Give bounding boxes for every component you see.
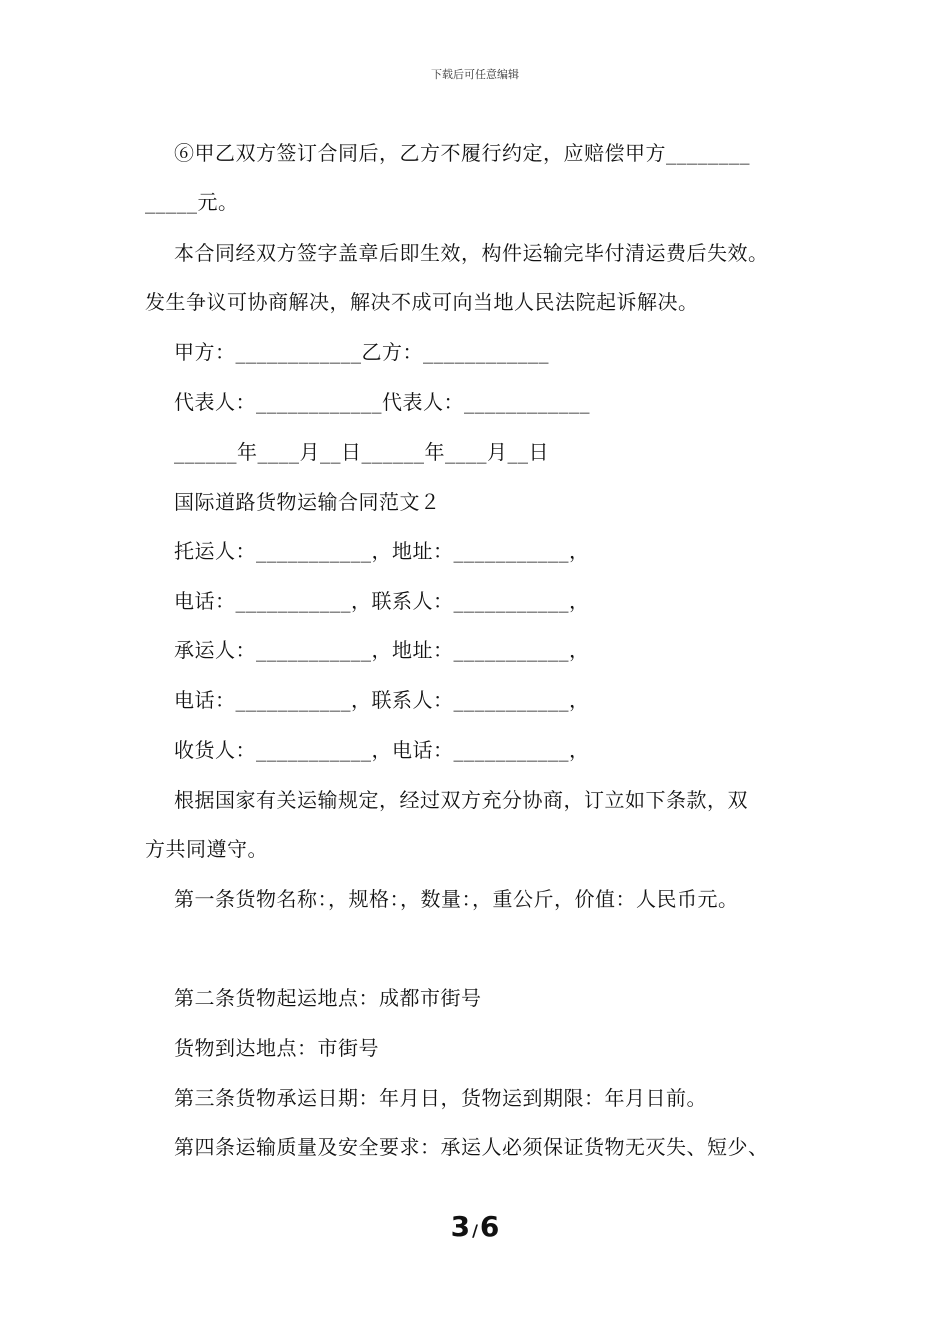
page-header: 下载后可任意编辑 [431, 68, 519, 81]
text-line: _____元。 [145, 190, 239, 214]
current-page: 3 [450, 1210, 471, 1243]
text-line: 发生争议可协商解决，解决不成可向当地人民法院起诉解决。 [145, 290, 699, 314]
text-line: ______年____月__日______年____月__日 [174, 440, 549, 464]
text-line: 托运人：___________，地址：___________， [174, 539, 590, 563]
text-line: ⑥甲乙双方签订合同后，乙方不履行约定，应赔偿甲方________ [174, 141, 750, 165]
section-title: 国际道路货物运输合同范文２ [174, 490, 441, 514]
text-line: 货物到达地点：市街号 [174, 1036, 379, 1060]
text-line: 第一条货物名称：，规格：，数量：，重公斤，价值：人民币元。 [174, 887, 739, 911]
text-line: 电话：___________，联系人：___________， [174, 688, 590, 712]
text-line: 第二条货物起运地点：成都市街号 [174, 986, 482, 1010]
text-line: 根据国家有关运输规定，经过双方充分协商，订立如下条款，双 [174, 788, 748, 812]
total-pages: 6 [479, 1210, 500, 1243]
page-separator: / [472, 1221, 478, 1240]
text-line: 承运人：___________，地址：___________， [174, 638, 590, 662]
text-line: 第四条运输质量及安全要求：承运人必须保证货物无灭失、短少、 [174, 1135, 769, 1159]
text-line: 本合同经双方签字盖章后即生效，构件运输完毕付清运费后失效。 [174, 241, 769, 265]
text-line: 收货人：___________，电话：___________， [174, 738, 590, 762]
text-line: 甲方：____________乙方：____________ [174, 340, 549, 364]
text-line: 方共同遵守。 [145, 837, 268, 861]
text-line: 电话：___________，联系人：___________， [174, 589, 590, 613]
text-line: 代表人：____________代表人：____________ [174, 390, 590, 414]
page-number [0, 1210, 950, 1243]
text-line: 第三条货物承运日期：年月日，货物运到期限：年月日前。 [174, 1086, 707, 1110]
